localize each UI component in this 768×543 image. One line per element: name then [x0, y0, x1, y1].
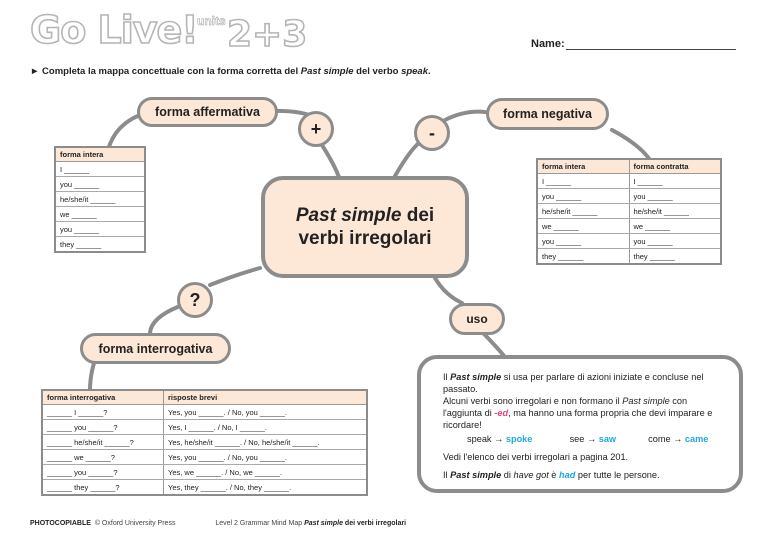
uso-paragraph-3: Vedi l'elenco dei verbi irregolari a pagina 201. — [443, 452, 629, 462]
uso-paragraph-4: Il Past simple di have got è had per tutte le persone. — [443, 470, 660, 480]
table-cell[interactable]: ______ we ______? — [42, 450, 164, 465]
uso-paragraph-2: Alcuni verbi sono irregolari e non formano il Past simple con l'aggiunta di -ed, ma hanno una forma propria che devi imparare e ricordare! — [443, 396, 713, 430]
table-cell[interactable]: you ______ — [55, 222, 145, 237]
table-cell[interactable]: you ______ — [629, 234, 721, 249]
plus-bubble: + — [298, 111, 334, 147]
name-label: Name: — [531, 38, 565, 50]
table-cell[interactable]: he/she/it ______ — [629, 204, 721, 219]
center-title-italic: Past simple — [295, 205, 402, 226]
table-cell[interactable]: they ______ — [542, 251, 584, 261]
table-header: forma intera — [537, 159, 629, 174]
table-cell[interactable]: Yes, we ______. / No, we ______. — [164, 465, 368, 480]
table-cell[interactable]: I ______ — [629, 174, 721, 189]
table-cell[interactable]: we ______ — [629, 219, 721, 234]
bubble-forma-negativa: forma negativa — [486, 98, 609, 130]
table-cell[interactable]: Yes, he/she/it ______. / No, he/she/it ______. — [164, 435, 368, 450]
table-cell[interactable]: you ______ — [55, 177, 145, 192]
table-cell[interactable]: I ______ — [55, 162, 145, 177]
center-bubble-past-simple: Past simple dei verbi irregolari — [261, 176, 469, 278]
table-cell[interactable]: ______ you ______? — [42, 420, 164, 435]
table-cell[interactable]: we ______ — [55, 207, 145, 222]
table-forma-interrogativa — [41, 389, 368, 496]
bubble-forma-affermativa: forma affermativa — [137, 97, 278, 127]
uso-paragraph-1: Il Past simple si usa per parlare di azioni iniziate e concluse nel passato. — [443, 372, 704, 394]
table-cell[interactable]: Yes, I ______. / No, I ______. — [164, 420, 368, 435]
table-cell[interactable]: Yes, you ______. / No, you ______. — [164, 450, 368, 465]
table-cell[interactable]: he/she/it ______ — [537, 204, 629, 219]
table-header: forma interrogativa — [42, 390, 164, 405]
table-cell[interactable]: I ______ — [537, 174, 629, 189]
minus-bubble: - — [414, 115, 450, 151]
question-bubble: ? — [177, 282, 213, 318]
bubble-forma-interrogativa: forma interrogativa — [80, 333, 231, 364]
table-cell[interactable]: Yes, you ______. / No, you ______. — [164, 405, 368, 420]
uso-examples: speak → spoke see → saw come → came — [467, 434, 709, 444]
instruction: ► Completa la mappa concettuale con la forma corretta del Past simple del verbo speak. — [30, 66, 431, 77]
footer: PHOTOCOPIABLE © Oxford University Press Level 2 Grammar Mind Map Past simple dei verbi irregolari — [30, 520, 407, 527]
table-cell[interactable]: you ______ — [537, 189, 629, 204]
bubble-uso: uso — [449, 303, 505, 335]
table-cell[interactable]: we ______ — [537, 219, 629, 234]
table-cell[interactable]: ______ I ______? — [42, 405, 164, 420]
go-live-logo: Go Live! — [30, 8, 198, 52]
table-forma-affermativa — [54, 146, 146, 253]
table-cell[interactable]: they ______ — [60, 239, 102, 249]
table-header: forma intera — [55, 147, 145, 162]
center-title-line2: verbi irregolari — [298, 228, 432, 249]
uso-explanation-box — [417, 355, 743, 493]
table-cell[interactable]: ______ you ______? — [42, 465, 164, 480]
table-cell[interactable]: you ______ — [537, 234, 629, 249]
table-cell[interactable]: ______ he/she/it ______? — [42, 435, 164, 450]
table-header: risposte brevi — [164, 390, 368, 405]
play-icon: ► — [30, 66, 40, 77]
table-cell[interactable]: ______ they ______? — [47, 482, 120, 492]
units-number: 2+3 — [227, 14, 308, 55]
units-label: units — [197, 14, 226, 28]
table-header: forma contratta — [629, 159, 721, 174]
table-cell[interactable]: you ______ — [629, 189, 721, 204]
table-forma-negativa — [536, 158, 722, 265]
table-cell[interactable]: Yes, they ______. / No, they ______. — [164, 480, 368, 496]
table-cell[interactable]: they ______ — [629, 249, 721, 265]
name-input-line[interactable] — [566, 49, 736, 50]
table-cell[interactable]: he/she/it ______ — [55, 192, 145, 207]
photocopiable-label: PHOTOCOPIABLE — [30, 520, 91, 527]
